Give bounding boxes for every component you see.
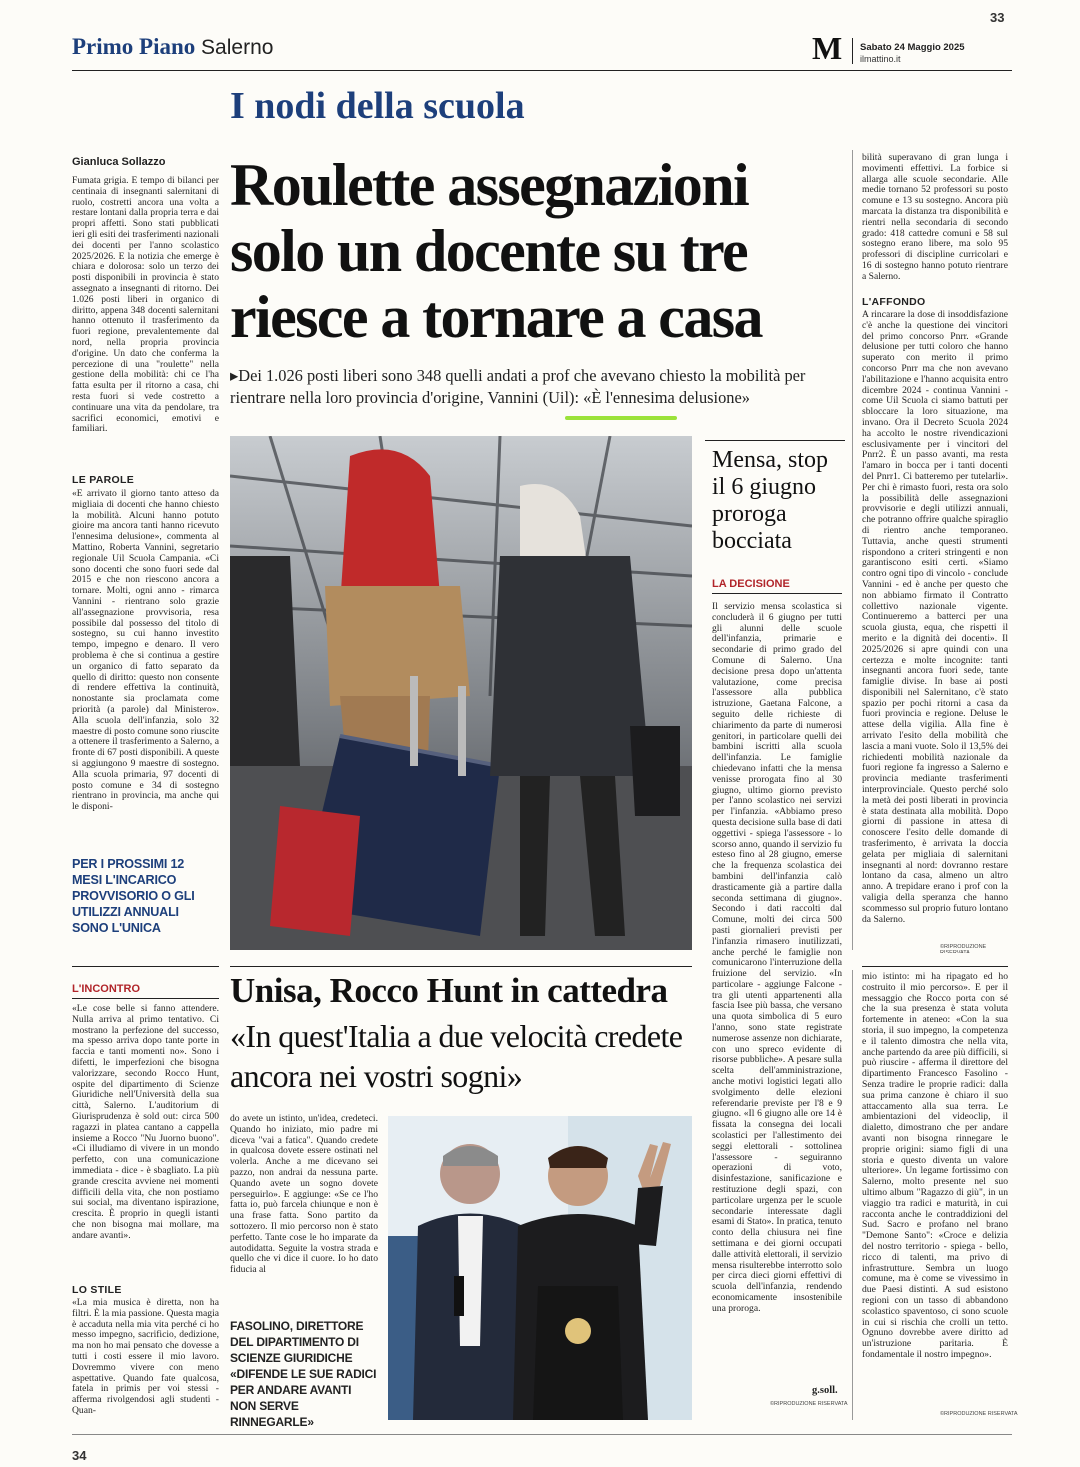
main-col4-paragraph1: bilità superavano di gran lunga i movimenti effettivi. La forbice si allarga alle scuole secondarie. Alle medie tornano 52 professori su posto comune e 13 su sostegno. Ancora più marcata la distanza tra disponibilità e rientri nella secondaria di secondo grado: 418 cattedre comuni e 58 sul sostegno erano libere, ma solo 95 professori di discipline curricolari e 16 di sostegno hanno potuto rientrare a Salerno. [862, 153, 1008, 282]
kicker: I nodi della scuola [230, 85, 525, 127]
section-title: Primo Piano [72, 34, 196, 59]
second-col1-paragraph2: «La mia musica è diretta, non ha filtri. È la mia passione. Questa magia è accaduta nella mia vita perché ci ho messo impegno, sacrificio, dedizione, ma non ho mai pensato che dovesse a tutti i costi essere il mio lavoro. Dovremmo vivere con meno aspettative. Quando fate qualcosa, fatela in primis per voi stessi - afferma rivolgendosi agli studenti - Quan- [72, 1298, 219, 1416]
main-subhead-text: ▸Dei 1.026 posti liberi sono 348 quelli andati a prof che avevano chiesto la mobilità per rientrare nella loro provincia d'origine, Vannini (Uil): «È l'ennesima delusione» [230, 366, 806, 407]
second-col-2: do avete un istinto, un'idea, credeteci. Quando ho iniziato, mio padre mi diceva "vai a fatica". Quando credete in qualcosa dovete essere ostinati nel volerla. Anche a me dicevano sei pazzo, non andrai da nessuna parte. Quando avete un sogno dovete perseguirlo». E aggiunge: «Se ce l'ho fatta io, può farcela chiunque e non è una frase fatta. Sono partito da sottozero. Il mio percorso non è stato perfetto. Tante cose le ho imparate da autodidatta. Seguite la vostra strada e quello che vi dice il cuore. Io ho dato fiducia al [230, 1114, 378, 1276]
highlight-mark [565, 416, 677, 420]
second-caption: FASOLINO, DIRETTORE DEL DIPARTIMENTO DI SCIENZE GIURIDICHE «DIFENDE LE SUE RADICI PER ANDARE AVANTI NON SERVE RINNEGARLE» [230, 1319, 377, 1429]
second-col1-paragraph1: «Le cose belle si fanno attendere. Nulla arriva al primo tentativo. Ci mostrano la perfezione del successo, ma spesso arriva dopo tante porte in faccia e tanti momenti no». Sono i difetti, le imperfezioni che bisogna valorizzare, secondo Rocco Hunt, ospite del dipartimento di Scienze Giuridiche nell'Università della sua città, Salerno. L'auditorium di Giurisprudenza è sold out: circa 500 ragazzi in platea cantano a cappella insieme a Rocco "Nu Juorno buono". «Ci illudiamo di vivere in un mondo perfetto, con una comunicazione immediata - dice - è sbagliato. La più grande crescita avviene nei momenti difficili della vita, che non postiamo sui social, ma diventano ispirazione, crescita. È proprio in quegli istanti che non bisogna mai mollare, ma andare avanti». [72, 1004, 219, 1241]
section-city: Salerno [201, 36, 274, 59]
main-col1-paragraph2: «È arrivato il giorno tanto atteso da migliaia di docenti che hanno chiesto la mobilità. Alcuni hanno potuto gioire ma ancora tanti hanno ricevuto l'ennesima delusione», commenta al Mattino, Roberta Vannini, segretario regionale Uil Scuola Campania. «Ci sono docenti che sono fuori sede dal 2015 e che non riescono ancora a tornare. Molti, ogni anno - rimarca Vannini - rientrano solo grazie all'assegnazione provvisoria, resa possibile dal possesso del titolo di sostegno, su cui hanno investito tempo, impegno e denaro. Il vero problema è che si continua a gestire un organico di fatto separato da quello di diritto: questo non consente di rendere effettiva la continuità, nonostante sia proclamata come priorità (a parole) dal Ministero». Alla scuola dell'infanzia, solo 32 maestre di posto comune sono riuscite a ottenere il trasferimento a Salerno, a fronte di 67 posti disponibili. A queste si aggiungono 9 maestre di sostegno. Alla scuola primaria, 97 docenti di posto comune e 34 di sostegno rientrano in provincia, ma anche qui le disponi- [72, 489, 219, 813]
label-le-parole: LE PAROLE [72, 474, 135, 486]
header-rule [72, 70, 1012, 71]
rocco-hunt-photo [388, 1116, 692, 1420]
main-col-1 [72, 176, 219, 938]
sidebar-top-rule [705, 440, 845, 441]
col4-divider [852, 150, 853, 950]
sidebar-label-rule [712, 593, 842, 594]
logo-divider [852, 38, 853, 64]
main-copyright: ©RIPRODUZIONE RISERVATA [940, 944, 987, 953]
pullquote: PER I PROSSIMI 12 MESI L'INCARICO PROVVISORIO O GLI UTILIZZI ANNUALI SONO L'UNICA [72, 857, 195, 935]
main-headline: Roulette assegnazioni solo un docente su tre riesce a tornare a casa [230, 152, 762, 350]
sidebar-copyright: ©RIPRODUZIONE RISERVATA [770, 1401, 848, 1407]
sidebar-headline: Mensa, stop il 6 giugno proroga bocciata [712, 447, 828, 554]
page-number-top: 33 [990, 10, 1005, 25]
label-incontro: L'INCONTRO [72, 983, 140, 995]
author-byline: Gianluca Sollazzo [72, 156, 166, 168]
issue-date: Sabato 24 Maggio 2025 [860, 42, 965, 53]
main-col1-paragraph1: Fumata grigia. È tempo di bilanci per centinaia di insegnanti salernitani di ruolo, costretti ancora una volta a restare lontani dalla propria terra e dai propri affetti. Sono stati pubblicati ieri gli esiti dei trasferimenti nazionali dei docenti per l'anno scolastico 2025/2026. E la notizia che emerge è chiara e dolorosa: solo un terzo dei posti disponibili in provincia è stato assegnato a insegnanti di ritorno. Dei 1.026 posti liberi in organico di diritto, appena 348 docenti salernitani hanno ottenuto il trasferimento da fuori regione, prevalentemente dal nord, nella propria provincia d'origine. Un dato che conferma la percezione di una "roulette" nella gestione della mobilità: chi ce l'ha fatta esulta per il ritorno a casa, chi resta fuori si vede costretto a continuare una vita da pendolare, tra sacrifici economici, emotivi e familiari. [72, 176, 219, 435]
main-col-4 [862, 153, 1008, 953]
sidebar-signature: g.soll. [812, 1385, 838, 1396]
station-photo-image [230, 436, 692, 950]
main-subhead [230, 365, 845, 409]
footer-rule [72, 1434, 1012, 1435]
main-col4-paragraph2: A rincarare la dose di insoddisfazione c'è anche la questione dei vincitori del primo concorso Pnrr. «Grande delusione per tutti coloro che hanno superato con merito il primo concorso Pnrr ma che non avevano l'abilitazione e l'hanno acquisita entro dicembre 2024 - continua Vannini - come Uil Scuola ci siamo battuti per sbloccare la loro situazione, ma invano. Ora il Decreto Scuola 2024 ha accolto le nostre rivendicazioni esclusivamente per i vincitori del Pnrr2. È un passo avanti, ma resta l'amaro in bocca per i tanti docenti del Pnrr1. Ci batteremo per tutelarli». Per chi è rimasto fuori, resta ora solo la possibilità delle assegnazioni provvisorie e degli utilizzi annuali, che potranno offrire qualche spiraglio di rientro anche temporaneo. Tuttavia, anche questi strumenti rispondono a criteri stringenti e non garantiscono esiti certi. «Siamo contro ogni tipo di vincolo - conclude Vannini - ed è anche per questo che non abbiamo firmato il Contratto collettivo nazionale vigente. Continueremo a batterci per una scuola giusta, equa, che rispetti il merito e la dignità dei docenti». Il 2025/2026 si apre quindi con una certezza e molte incognite: tanti insegnanti ancora fuori sede, tante famiglie divise. In base ai posti disponibili nel Salernitano, c'è stato spazio per pochi ritorni a casa da fuori provincia e regione. Deluse le attese della vigilia. Alla fine è arrivato l'esito della mobilità che lascia a mani vuote. Solo il 13,5% dei richiedenti mobilità nazionale da fuori regione fa ingresso a Salerno e provincia mediante trasferimenti interprovinciale. Questo perché solo la metà dei posti liberati in provincia è stata destinata alla mobilità. Dopo giorni di passione in attesa di conoscere l'esito delle domande di trasferimento, è arrivata la doccia gelata per migliaia di salernitani insegnanti al nord: dovranno restare lontano da casa, almeno un altro anno. A trepidare erano i prof con la valigia della speranza che hanno scommesso sul proprio futuro lontano da Salerno. [862, 310, 1008, 925]
second-copyright: ©RIPRODUZIONE RISERVATA [940, 1411, 1018, 1417]
story-divider-left [72, 966, 219, 967]
station-photo [230, 436, 692, 950]
second-col-4: mio istinto: mi ha ripagato ed ho costruito il mio percorso». E per il messaggio che Rocco porta con sé che la sua presenza è stata voluta fortemente in ateneo: «Con la sua storia, il suo impegno, la competenza e il talento dimostra che nella vita, anche partendo da aree più difficili, si può riuscire - afferma il direttore del dipartimento Francesco Fasolino - Senza tradire le proprie radici: dalla sua prima canzone è chiaro il suo attaccamento alla sua terra. Le ambientazioni del videoclip, il dialetto, dimostrano che per andare avanti non bisogna rinnegare le proprie origini: siamo figli di una storia e questo diventa un valore ulteriore». Un legame fortissimo con Salerno, molto presente nel suo ultimo album "Ragazzo di giù", in un viaggio tra radici e maturità, in cui racconta anche le contraddizioni del Sud. Sacro e profano nel brano "Demone Santo": «Croce e delizia del nostro territorio - spiega - bello, ricco di talenti, ma privo di infrastrutture. Sembra un luogo comune, ma è come se vivessimo in due Paesi distinti. A sud esistono regioni con un tasso di abbandono scolastico spaventoso, ci sono scuole in cui si rischia che crolli un tetto. Ognuno dovrebbe avere diritto ad un'istruzione paritaria. È fondamentale il nostro impegno». [862, 972, 1008, 1360]
second-headline-1: Unisa, Rocco Hunt in cattedra [230, 971, 668, 1010]
second-headline-2: «In quest'Italia a due velocità credete ancora nei vostri sogni» [230, 1018, 683, 1094]
rocco-hunt-photo-image [388, 1116, 692, 1420]
section-header [72, 34, 273, 60]
story-divider-right [862, 966, 1008, 967]
incontro-rule [72, 998, 219, 999]
label-affondo: L'AFFONDO [862, 296, 926, 308]
label-la-decisione: LA DECISIONE [712, 578, 790, 590]
second-col4-divider [852, 970, 853, 1420]
story-divider-main [230, 966, 692, 967]
site-url: ilmattino.it [860, 54, 901, 64]
sidebar-body: Il servizio mensa scolastica si concluderà il 6 giugno per tutti gli alunni delle scuole dell'infanzia, primarie e secondarie di primo grado del Comune di Salerno. Una decisione presa dopo un'attenta valutazione, come precisa l'assessore alla pubblica istruzione, Gaetana Falcone, a seguito delle richieste di chiarimento da parte di numerosi genitori, in particolare quelli dei bambini iscritti alla scuola dell'infanzia. Le famiglie chiedevano infatti che la mensa venisse prorogata fino al 30 giugno, ultimo giorno previsto per l'anno scolastico nei servizi per l'infanzia. «Abbiamo preso questa decisione sulla base di dati oggettivi - spiega l'assessore - lo scorso anno, quando il servizio fu esteso fino al 28 giugno, emerse che la frequenza scolastica dei bambini dell'infanzia calò drasticamente già a partire dalla seconda settimana di giugno». Secondo i dati raccolti dal Comune, molti dei circa 500 pasti giornalieri previsti per l'infanzia rimasero inutilizzati, anche perché le famiglie non comunicarono l'interruzione della fruizione del servizio. «In particolare - aggiunge Falcone - tra gli utenti appartenenti alla fascia Isee più bassa, che versano una quota simbolica di 5 euro l'anno, sono state registrate numerose assenze non dichiarate, con uno spreco evidente di risorse pubbliche». A pesare sulla scelta dell'amministrazione, anche motivi logistici legati allo svolgimento delle elezioni referendarie previste per l'8 e 9 giugno. «Il 6 giugno alle ore 14 è fissata la consegna dei locali scolastici per l'allestimento dei seggi elettorali - sottolinea l'assessore - seguiranno operazioni di voto, disinfestazione, sanificazione e restituzione degli spazi, con particolare urgenza per le scuole secondarie interessate dagli esami di Stato». In pratica, tenuto conto della chiusura nei fine settimana e dei giorni occupati dalle attività elettorali, il servizio mensa risulterebbe interrotto solo per circa dieci giorni effettivi di scuola dell'infanzia, rendendo economicamente insostenibile una proroga. [712, 602, 842, 1314]
label-lo-stile: LO STILE [72, 1284, 122, 1296]
second-col-1 [72, 1004, 219, 1424]
newspaper-logo: M [812, 30, 843, 66]
page-number-bottom: 34 [72, 1448, 87, 1463]
